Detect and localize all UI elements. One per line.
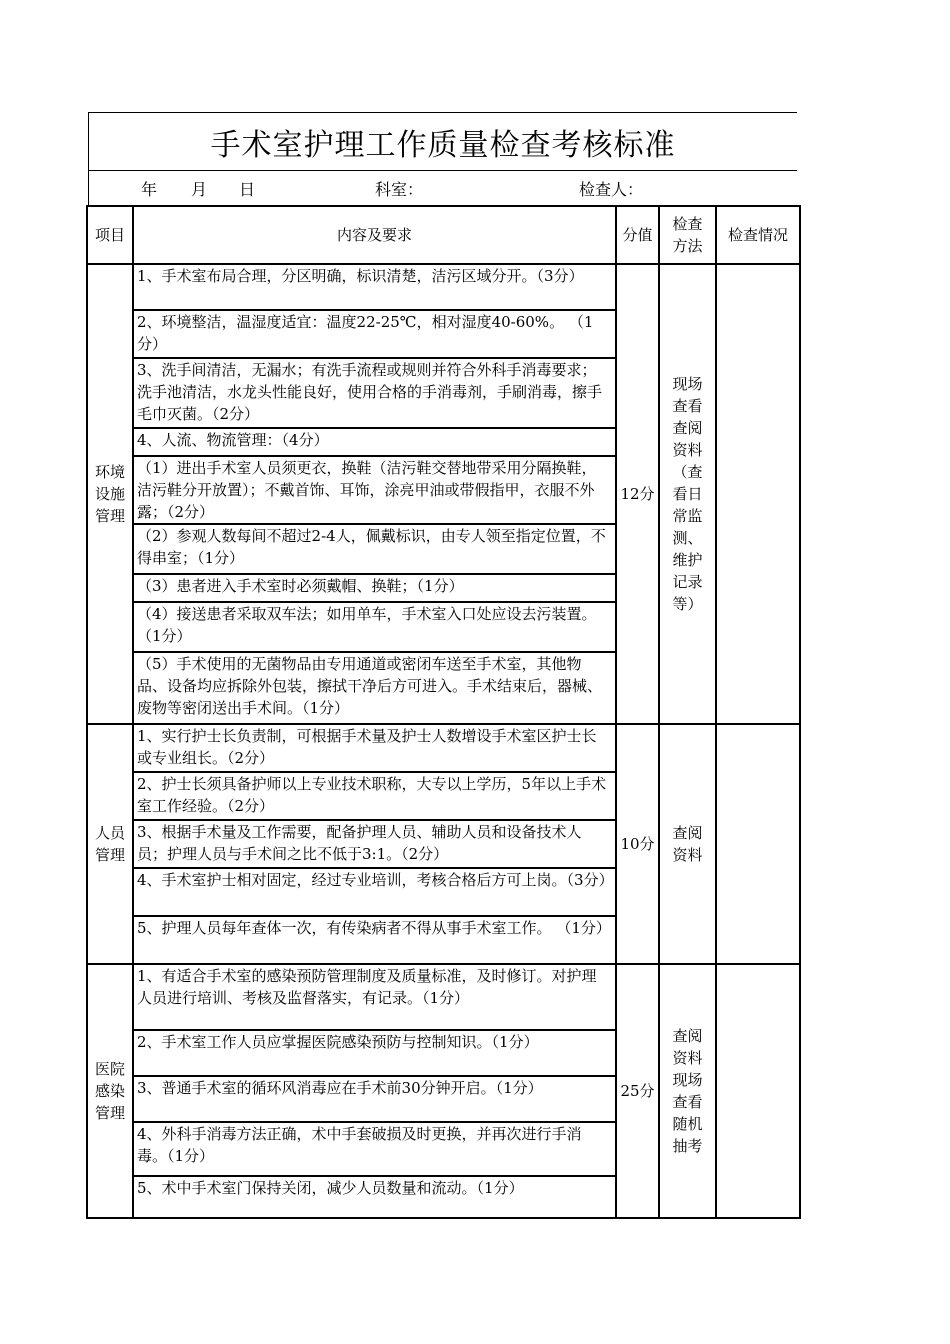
section-method: 现场 查看 查阅 资料 （查 看日 常监 测、 维护 记录 等） <box>659 264 716 724</box>
section-project: 环境 设施 管理 <box>87 264 133 724</box>
header-content: 内容及要求 <box>133 206 616 264</box>
section-score: 25分 <box>616 964 659 1218</box>
header-info-row <box>88 170 797 206</box>
requirement-item: 4、手术室护士相对固定，经过专业培训，考核合格后方可上岗。（3分） <box>133 868 616 916</box>
requirement-item: 4、人流、物流管理：（4分） <box>133 428 616 456</box>
section-check-result <box>716 264 800 724</box>
requirement-item: 1、手术室布局合理，分区明确，标识清楚，洁污区域分开。（3分） <box>133 264 616 310</box>
section-project: 人员 管理 <box>87 724 133 964</box>
day-label: 日 <box>239 180 256 199</box>
requirement-item: （1）进出手术室人员须更衣，换鞋（洁污鞋交替地带采用分隔换鞋，洁污鞋分开放置）；不戴首饰、耳饰，涂亮甲油或带假指甲，衣服不外露；（2分） <box>133 456 616 524</box>
requirement-item: （3）患者进入手术室时必须戴帽、换鞋；（1分） <box>133 574 616 602</box>
section-method: 查阅 资料 现场 查看 随机 抽考 <box>659 964 716 1218</box>
table-row <box>87 964 800 1030</box>
requirement-item: 2、环境整洁，温湿度适宜：温度22-25℃，相对湿度40-60%。 （1分） <box>133 310 616 358</box>
header-method: 检查 方法 <box>659 206 716 264</box>
header-project: 项目 <box>87 206 133 264</box>
table-header-row <box>87 206 800 264</box>
requirement-item: 3、根据手术量及工作需要，配备护理人员、辅助人员和设备技术人员；护理人员与手术间之比不低于3:1。（2分） <box>133 820 616 868</box>
table-row <box>87 724 800 772</box>
year-label: 年 <box>141 180 158 199</box>
table-row <box>87 264 800 310</box>
requirement-item: 5、术中手术室门保持关闭，减少人员数量和流动。（1分） <box>133 1176 616 1218</box>
requirement-item: 4、外科手消毒方法正确，术中手套破损及时更换，并再次进行手消毒。（1分） <box>133 1122 616 1176</box>
month-label: 月 <box>191 180 208 199</box>
requirement-item: 3、普通手术室的循环风消毒应在手术前30分钟开启。（1分） <box>133 1076 616 1122</box>
requirement-item: （5）手术使用的无菌物品由专用通道或密闭车送至手术室，其他物品、设备均应拆除外包装，擦拭干净后方可进入。手术结束后，器械、废物等密闭送出手术间。（1分） <box>133 652 616 724</box>
requirement-item: 2、护士长须具备护师以上专业技术职称，大专以上学历，5年以上手术室工作经验。（2分） <box>133 772 616 820</box>
section-method: 查阅 资料 <box>659 724 716 964</box>
requirement-item: 1、有适合手术室的感染预防管理制度及质量标准，及时修订。对护理人员进行培训、考核及监督落实，有记录。（1分） <box>133 964 616 1030</box>
section-check-result <box>716 964 800 1218</box>
section-check-result <box>716 724 800 964</box>
section-project: 医院 感染 管理 <box>87 964 133 1218</box>
section-score: 10分 <box>616 724 659 964</box>
requirement-item: 3、洗手间清洁，无漏水；有洗手流程或规则并符合外科手消毒要求；洗手池清洁，水龙头性能良好，使用合格的手消毒剂，手刷消毒，擦手毛巾灭菌。（2分） <box>133 358 616 428</box>
inspector-label: 检查人： <box>579 180 644 199</box>
inspection-table <box>86 205 801 1219</box>
requirement-item: 1、实行护士长负责制，可根据手术量及护士人数增设手术室区护士长或专业组长。（2分） <box>133 724 616 772</box>
requirement-item: 5、护理人员每年查体一次，有传染病者不得从事手术室工作。 （1分） <box>133 916 616 964</box>
requirement-item: （4）接送患者采取双车法；如用单车，手术室入口处应设去污装置。（1分） <box>133 602 616 652</box>
page-title: 手术室护理工作质量检查考核标准 <box>88 112 797 170</box>
section-score: 12分 <box>616 264 659 724</box>
header-score: 分值 <box>616 206 659 264</box>
requirement-item: （2）参观人数每间不超过2-4人，佩戴标识，由专人领至指定位置，不得串室；（1分） <box>133 524 616 574</box>
header-check: 检查情况 <box>716 206 800 264</box>
requirement-item: 2、手术室工作人员应掌握医院感染预防与控制知识。（1分） <box>133 1030 616 1076</box>
department-label: 科室： <box>375 180 424 199</box>
